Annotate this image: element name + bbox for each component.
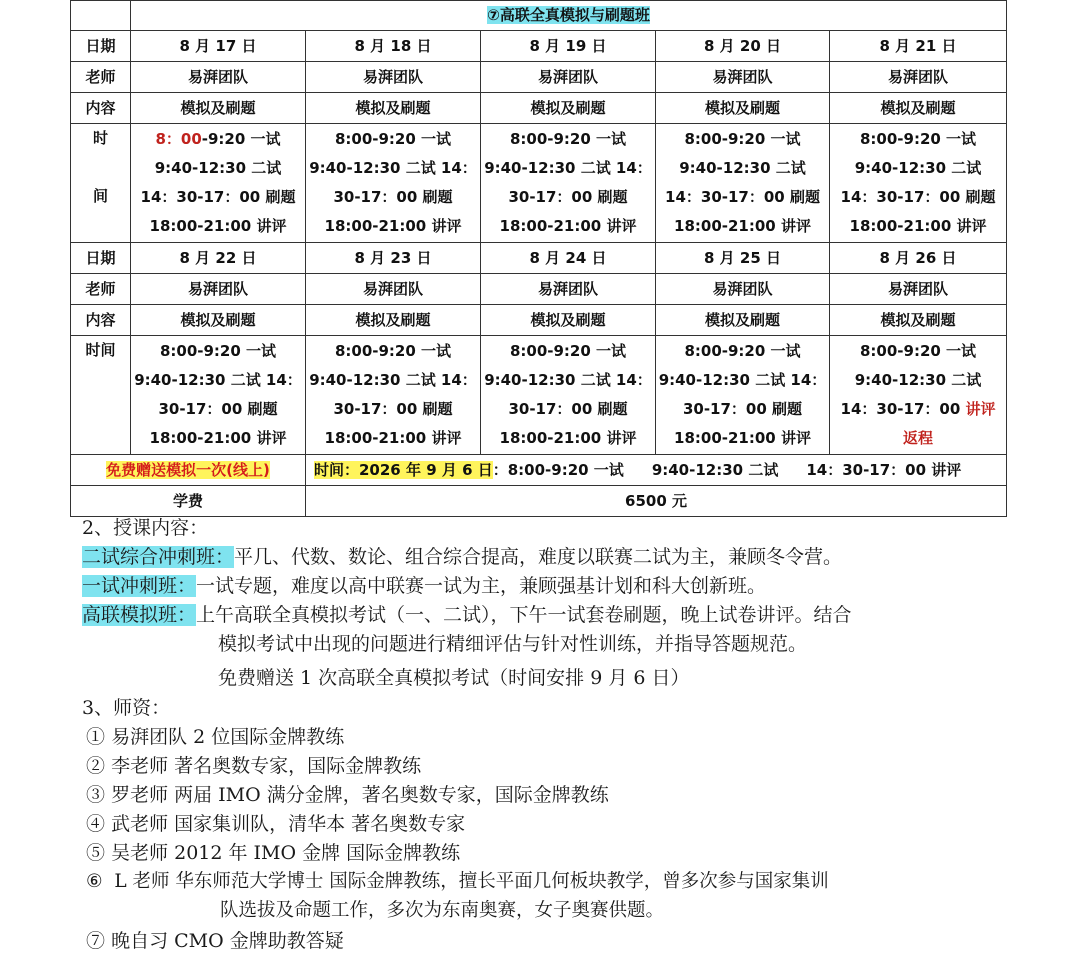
teacher-cell: 易湃团队 [481,274,656,305]
number-badge-icon: ⑥ [86,871,103,892]
free-session-date: 时间：2026 年 9 月 6 日 [314,460,493,479]
teacher-cell: 易湃团队 [830,274,1007,305]
teacher-cell: 易湃团队 [131,274,306,305]
content-cell: 模拟及刷题 [131,93,306,124]
teacher-item: ④ 武老师 国家集训队，清华本 著名奥数专家 [86,813,466,835]
number-badge-icon: ④ [86,813,106,835]
number-badge-icon: ③ [86,784,106,806]
date-cell: 8 月 25 日 [656,243,830,274]
date-cell: 8 月 18 日 [306,31,481,62]
fee-label: 学费 [71,486,306,517]
row-label-date: 日期 [71,243,131,274]
free-session-row [71,455,1007,486]
row-label-time: 时 间 [71,124,131,243]
table-row [71,305,1007,336]
table-row [71,124,1007,243]
row-label-date: 日期 [71,31,131,62]
date-cell: 8 月 20 日 [656,31,830,62]
number-badge-icon: ① [86,726,106,748]
teacher-item: ⑥ L 老师 华东师范大学博士 国际金牌教练，擅长平面几何板块教学，曾多次参与国家集训 [86,871,829,892]
course-item: 一试冲刺班：一试专题，难度以高中联赛一试为主，兼顾强基计划和科大创新班。 [82,575,767,597]
number-badge-icon: ⑦ [86,930,106,952]
time-cell: 8:00-9:20 一试 9:40-12:30 二试 14： 30-17：00 刷题 18:00-21:00 讲评 [481,336,656,455]
content-cell: 模拟及刷题 [306,93,481,124]
course-item-continued: 模拟考试中出现的问题进行精细评估与针对性训练，并指导答题规范。 [218,633,808,655]
teacher-item: ① 易湃团队 2 位国际金牌教练 [86,726,345,748]
time-cell: 8:00-9:20 一试 9:40-12:30 二试 14： 30-17：00 刷题 18:00-21:00 讲评 [306,336,481,455]
time-cell: 8:00-9:20 一试 9:40-12:30 二试 14： 30-17：00 刷题 18:00-21:00 讲评 [481,124,656,243]
section2-heading: 2、授课内容： [82,517,209,539]
teacher-cell: 易湃团队 [131,62,306,93]
date-cell: 8 月 24 日 [481,243,656,274]
row-label-content: 内容 [71,93,131,124]
content-cell: 模拟及刷题 [131,305,306,336]
row-label-content: 内容 [71,305,131,336]
course-item: 二试综合冲刺班：平几、代数、数论、组合综合提高，难度以联赛二试为主，兼顾冬令营。 [82,546,843,568]
teacher-cell: 易湃团队 [306,62,481,93]
date-cell: 8 月 22 日 [131,243,306,274]
number-badge-icon: ② [86,755,106,777]
date-cell: 8 月 21 日 [830,31,1007,62]
date-cell: 8 月 19 日 [481,31,656,62]
course-tag: 一试冲刺班： [82,575,197,597]
teacher-cell: 易湃团队 [830,62,1007,93]
row-label-teacher: 老师 [71,62,131,93]
teacher-cell: 易湃团队 [656,274,830,305]
teacher-item-continued: 队选拔及命题工作，多次为东南奥赛，女子奥赛供题。 [220,900,665,921]
time-cell: 8:00-9:20 一试 9:40-12:30 二试 14： 30-17：00 刷题 18:00-21:00 讲评 [131,336,306,455]
section3-heading: 3、师资： [82,697,171,719]
teacher-item: ⑤ 吴老师 2012 年 IMO 金牌 国际金牌教练 [86,842,461,864]
table-row [71,274,1007,305]
content-cell: 模拟及刷题 [830,305,1007,336]
schedule-title: ⑦高联全真模拟与刷题班 [487,6,650,24]
fee-value: 6500 元 [306,486,1007,517]
time-cell: 8:00-9:20 一试 9:40-12:30 二试 14：30-17：00 讲评 返程 [830,336,1007,455]
table-row [71,31,1007,62]
time-cell: 8：00-9:20 一试 9:40-12:30 二试 14：30-17：00 刷题 18:00-21:00 讲评 [131,124,306,243]
table-row [71,336,1007,455]
content-cell: 模拟及刷题 [656,93,830,124]
content-cell: 模拟及刷题 [481,305,656,336]
fee-row [71,486,1007,517]
teacher-item: ② 李老师 著名奥数专家，国际金牌教练 [86,755,422,777]
time-cell: 8:00-9:20 一试 9:40-12:30 二试 14：30-17：00 刷题 18:00-21:00 讲评 [830,124,1007,243]
row-label-teacher: 老师 [71,274,131,305]
course-item: 高联模拟班：上午高联全真模拟考试（一、二试），下午一试套卷刷题，晚上试卷讲评。结合 [82,604,852,626]
time-cell: 8:00-9:20 一试 9:40-12:30 二试 14： 30-17：00 刷题 18:00-21:00 讲评 [656,336,830,455]
date-cell: 8 月 26 日 [830,243,1007,274]
content-cell: 模拟及刷题 [306,305,481,336]
table-row [71,93,1007,124]
teacher-cell: 易湃团队 [481,62,656,93]
free-exam-note: 免费赠送 1 次高联全真模拟考试（时间安排 9 月 6 日） [218,667,690,689]
schedule-table [70,0,1007,517]
time-cell: 8:00-9:20 一试 9:40-12:30 二试 14：30-17：00 刷题 18:00-21:00 讲评 [656,124,830,243]
number-badge-icon: ⑤ [86,842,106,864]
row-label-time: 时间 [71,336,131,455]
free-session-label-cell [71,455,306,486]
course-tag: 高联模拟班： [82,604,197,626]
teacher-item: ⑦ 晚自习 CMO 金牌助教答疑 [86,930,344,952]
table-row [71,62,1007,93]
content-cell: 模拟及刷题 [656,305,830,336]
table-title-row [71,1,1007,31]
course-tag: 二试综合冲刺班： [82,546,235,568]
teacher-cell: 易湃团队 [656,62,830,93]
time-cell: 8:00-9:20 一试 9:40-12:30 二试 14： 30-17：00 刷题 18:00-21:00 讲评 [306,124,481,243]
teacher-item: ③ 罗老师 两届 IMO 满分金牌，著名奥数专家，国际金牌教练 [86,784,609,806]
content-cell: 模拟及刷题 [830,93,1007,124]
teacher-cell: 易湃团队 [306,274,481,305]
date-cell: 8 月 17 日 [131,31,306,62]
date-cell: 8 月 23 日 [306,243,481,274]
table-row [71,243,1007,274]
free-session-time-cell: 时间：2026 年 9 月 6 日：8:00-9:20 一试 9:40-12:30 二试 14：30-17：00 讲评 [306,455,1007,486]
content-cell: 模拟及刷题 [481,93,656,124]
free-session-label: 免费赠送模拟一次(线上) [106,460,270,479]
